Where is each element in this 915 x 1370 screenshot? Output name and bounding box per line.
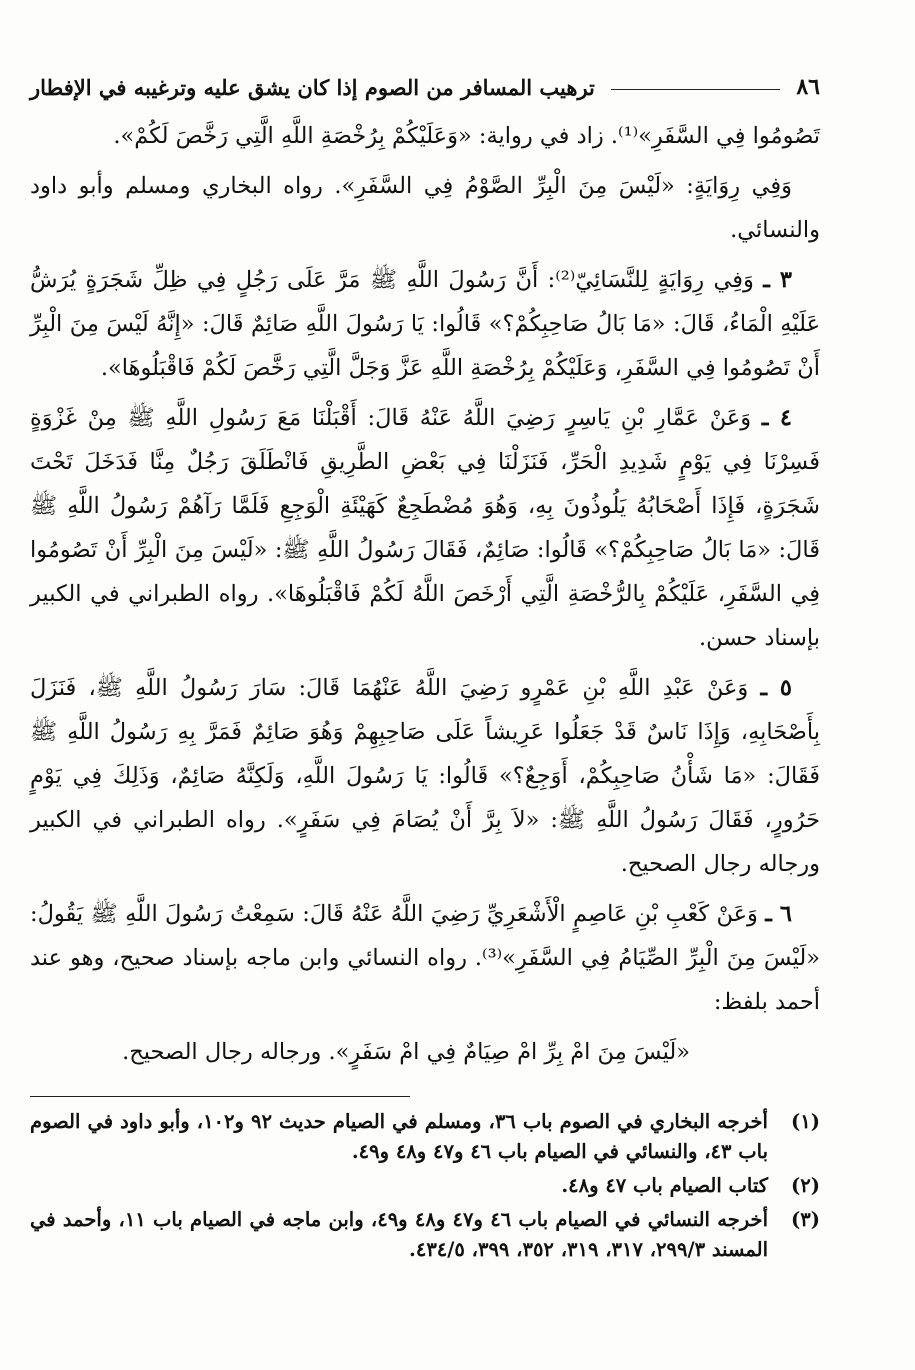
main-text (30, 114, 820, 1074)
book-page (30, 70, 820, 1350)
header-rule (611, 89, 780, 90)
hadith-3 (30, 258, 820, 390)
footnote (30, 1107, 820, 1167)
paragraph-text: وَفِي رِوَايَةٍ لِلنَّسَائِيّ⁽²⁾: أَنَّ رَسُولَ اللَّهِ ﷺ مَرَّ عَلَى رَجُلٍ فِي ظِلِّ شَجَرَةٍ يُرَشُّ عَلَيْهِ الْمَاءُ، قَالَ: «مَا بَالُ صَاحِبِكُمْ؟» قَالُوا: يَا رَسُولَ اللَّهِ صَائِمٌ قَالَ: «إِنَّهُ لَيْسَ مِنَ الْبِرِّ أَنْ تَصُومُوا فِي السَّفَرِ، وَعَلَيْكُمْ بِرُخْصَةِ اللَّهِ عَزَّ وَجَلَّ الَّتِي رَخَّصَ لَكُمْ فَاقْبَلُوهَا». (30, 267, 820, 381)
footnotes (30, 1107, 820, 1265)
quoted-variant (30, 1030, 820, 1074)
paragraph-text: «لَيْسَ مِنَ امْ بِرِّ امْ صِيَامٌ فِي امْ سَفَرٍ». ورجاله رجال الصحيح. (122, 1039, 690, 1065)
hadith-5 (30, 666, 820, 886)
paragraph-continuation (30, 114, 820, 158)
paragraph-text: وَعَنْ عَبْدِ اللَّهِ بْنِ عَمْرٍو رَضِيَ اللَّهُ عَنْهُمَا قَالَ: سَارَ رَسُولُ اللَّهِ ﷺ، فَنَزَلَ بِأَصْحَابِهِ، وَإِذَا نَاسٌ قَدْ جَعَلُوا عَرِيشاً عَلَى صَاحِبِهِمْ وَهُوَ صَائِمٌ فَمَرَّ بِهِ رَسُولُ اللَّهِ ﷺ فَقَالَ: «مَا شَأْنُ صَاحِبِكُمْ، أَوَجِعٌ؟» قَالُوا: يَا رَسُولَ اللَّهِ، وَلَكِنَّهُ صَائِمٌ، وَذَلِكَ فِي يَوْمٍ حَرُورٍ، فَقَالَ رَسُولُ اللَّهِ ﷺ: «لاَ بِرَّ أَنْ يُصَامَ فِي سَفَرٍ». رواه الطبراني في الكبير ورجاله رجال الصحيح. (30, 675, 820, 877)
footnote-text: كتاب الصيام باب ٤٧ و٤٨. (561, 1174, 768, 1197)
footnote-text: أخرجه النسائي في الصيام باب ٤٦ و٤٧ و٤٨ و٤٩، وابن ماجه في الصيام باب ١١، وأحمد في المسند ٢٩٩/٣، ٣١٧، ٣١٩، ٣٥٢، ٣٩٩، ٤٣٤/٥. (30, 1208, 768, 1261)
hadith-4 (30, 396, 820, 660)
footnote-text: أخرجه البخاري في الصوم باب ٣٦، ومسلم في الصيام حديث ٩٢ و١٠٢، وأبو داود في الصوم باب ٤٣، والنسائي في الصيام باب ٤٦ و٤٧ و٤٨ و٤٩. (30, 1110, 768, 1163)
paragraph-text: تَصُومُوا فِي السَّفَرِ»⁽¹⁾. زاد في رواية: «وَعَلَيْكُمْ بِرُخْصَةِ اللَّهِ الَّتِي رَخَّصَ لَكُمْ». (113, 123, 820, 149)
footnote (30, 1171, 820, 1201)
footnote-separator (30, 1096, 410, 1097)
hadith-number: ٦ ـ (765, 901, 792, 927)
running-header (30, 70, 820, 104)
footnote-number: (١) (791, 1110, 820, 1133)
footnote (30, 1205, 820, 1265)
paragraph-text: وَفِي رِوَايَةٍ: «لَيْسَ مِنَ الْبِرِّ الصَّوْمُ فِي السَّفَرِ». رواه البخاري ومسلم وأبو داود والنسائي. (30, 173, 820, 243)
footnote-number: (٣) (791, 1208, 820, 1231)
footnote-number: (٢) (791, 1174, 820, 1197)
hadith-number: ٥ ـ (760, 675, 792, 701)
page-number: ٨٦ (796, 74, 820, 100)
hadith-6 (30, 892, 820, 1024)
chapter-title: ترهيب المسافر من الصوم إذا كان يشق عليه وترغيبه في الإفطار (30, 74, 595, 100)
paragraph (30, 164, 820, 252)
paragraph-text: وَعَنْ كَعْبِ بْنِ عَاصِمٍ الْأَشْعَرِيِّ رَضِيَ اللَّهُ عَنْهُ قَالَ: سَمِعْتُ رَسُولَ اللَّهِ ﷺ يَقُولُ: «لَيْسَ مِنَ الْبِرِّ الصِّيَامُ فِي السَّفَرِ»⁽³⁾. رواه النسائي وابن ماجه بإسناد صحيح، وهو عند أحمد بلفظ: (30, 901, 820, 1015)
hadith-number: ٤ ـ (761, 405, 792, 431)
paragraph-text: وَعَنْ عَمَّارِ بْنِ يَاسِرٍ رَضِيَ اللَّهُ عَنْهُ قَالَ: أَقْبَلْنَا مَعَ رَسُولِ اللَّهِ ﷺ مِنْ غَزْوَةٍ فَسِرْنَا فِي يَوْمٍ شَدِيدِ الْحَرِّ، فَنَزَلْنَا فِي بَعْضِ الطَّرِيقِ فَانْطَلَقَ رَجُلٌ مِنَّا فَدَخَلَ تَحْتَ شَجَرَةٍ، فَإِذَا أَصْحَابُهُ يَلُوذُونَ بِهِ، وَهُوَ مُضْطَجِعٌ كَهَيْئَةِ الْوَجِعِ فَلَمَّا رَآهُمْ رَسُولُ اللَّهِ ﷺ قَالَ: «مَا بَالُ صَاحِبِكُمْ؟» قَالُوا: صَائِمٌ، فَقَالَ رَسُولُ اللَّهِ ﷺ: «لَيْسَ مِنَ الْبِرِّ أَنْ تَصُومُوا فِي السَّفَرِ، عَلَيْكُمْ بِالرُّخْصَةِ الَّتِي أَرْخَصَ اللَّهُ لَكُمْ فَاقْبَلُوهَا». رواه الطبراني في الكبير بإسناد حسن. (30, 405, 820, 651)
hadith-number: ٣ ـ (763, 267, 792, 293)
